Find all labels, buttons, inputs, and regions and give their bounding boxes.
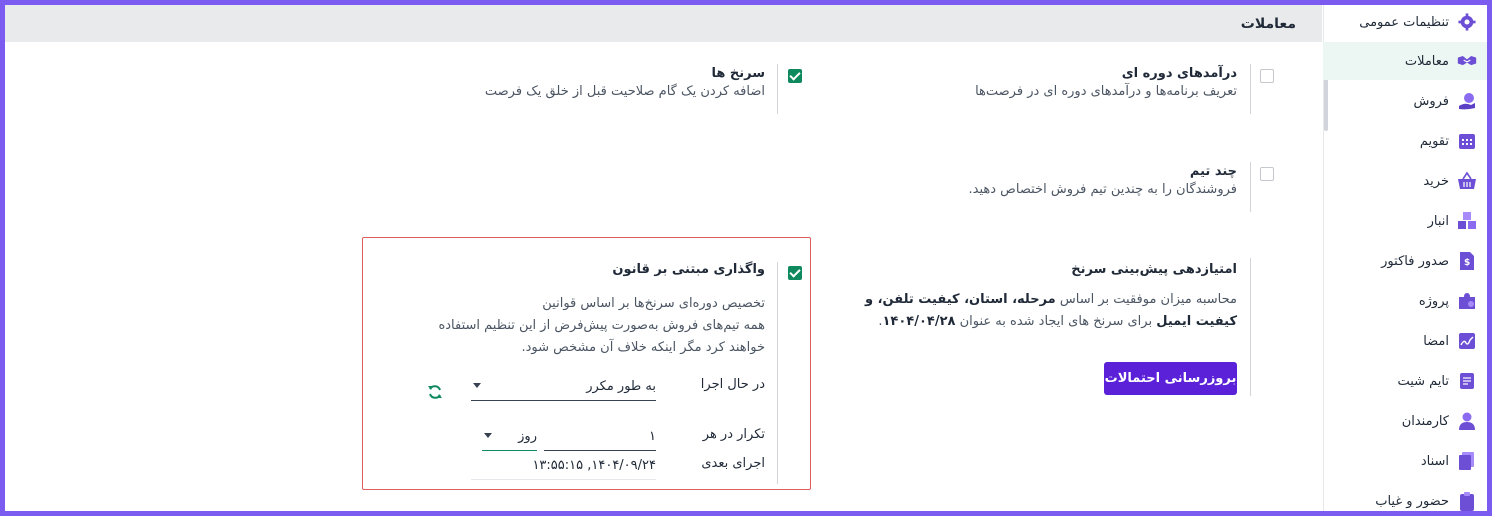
gear-icon <box>1457 12 1477 32</box>
divider <box>1250 64 1251 114</box>
documents-icon <box>1457 451 1477 471</box>
setting-description: تعریف برنامه‌ها و درآمدهای دوره ای در فرصت‌ها <box>975 84 1237 99</box>
setting-description: فروشندگان را به چندین تیم فروش اختصاص دهید. <box>968 182 1237 197</box>
sidebar-item-calendar[interactable] <box>1323 122 1487 160</box>
sidebar-item-label: کارمندان <box>1401 413 1449 429</box>
chevron-down-icon <box>473 383 481 388</box>
puzzle-icon <box>1457 291 1477 311</box>
running-mode-select[interactable]: به طور مکرر <box>471 377 656 401</box>
setting-leads <box>405 66 765 103</box>
setting-multi-team <box>877 164 1237 201</box>
rule-based-assignment-checkbox[interactable] <box>788 266 802 280</box>
multi-team-checkbox[interactable] <box>1260 167 1274 181</box>
repeat-unit-select[interactable]: روز <box>482 427 537 451</box>
sidebar-item-invoicing[interactable] <box>1323 242 1487 280</box>
invoice-icon <box>1457 251 1477 271</box>
timesheet-icon <box>1457 371 1477 391</box>
setting-rule-based-assignment <box>385 262 765 359</box>
sidebar-item-label: تقویم <box>1419 133 1449 149</box>
sidebar-item-label: صدور فاکتور <box>1381 253 1449 269</box>
handshake-icon <box>1457 51 1477 71</box>
sidebar-item-documents[interactable] <box>1323 442 1487 480</box>
setting-title: چند تیم <box>1189 164 1237 179</box>
divider <box>777 262 778 484</box>
sidebar-item-inventory[interactable] <box>1323 202 1487 240</box>
sidebar-item-purchase[interactable] <box>1323 162 1487 200</box>
sidebar-item-project[interactable] <box>1323 282 1487 320</box>
sidebar-item-deals[interactable] <box>1323 42 1487 80</box>
leads-checkbox[interactable] <box>788 69 802 83</box>
sidebar-item-timesheet[interactable] <box>1323 362 1487 400</box>
svg-text:$: $ <box>1464 258 1471 268</box>
repeat-label: تکرار در هر <box>702 427 765 442</box>
divider <box>777 64 778 114</box>
sidebar-item-label: تنظیمات عمومی <box>1359 14 1449 30</box>
sidebar-item-label: تایم شیت <box>1397 373 1449 389</box>
page-title: معاملات <box>1240 15 1296 32</box>
update-probabilities-button[interactable]: بروزرسانی احتمالات <box>1104 362 1237 395</box>
sales-icon <box>1457 91 1477 111</box>
sidebar-item-label: اسناد <box>1420 453 1449 469</box>
setting-title: درآمدهای دوره ای <box>1121 66 1237 81</box>
sidebar-item-employees[interactable] <box>1323 402 1487 440</box>
divider <box>1250 258 1251 396</box>
setting-title: سرنخ ها <box>711 66 765 81</box>
sidebar-item-attendance[interactable] <box>1323 482 1487 516</box>
sidebar-item-label: معاملات <box>1404 53 1449 69</box>
sidebar-item-label: انبار <box>1427 213 1449 229</box>
sidebar-item-label: فروش <box>1413 93 1449 109</box>
setting-description: اضافه کردن یک گام صلاحیت قبل از خلق یک فرصت <box>484 84 765 99</box>
next-run-label: اجرای بعدی <box>701 456 765 471</box>
sidebar-item-label: امضا <box>1423 333 1449 349</box>
setting-recurring-revenue <box>877 66 1237 103</box>
running-label: در حال اجرا <box>700 377 765 392</box>
page-title-bar <box>5 5 1322 42</box>
signature-icon <box>1457 331 1477 351</box>
divider <box>1250 162 1251 212</box>
setting-title: امتیازدهی پیش‌بینی سرنخ <box>1071 262 1237 277</box>
setting-description: محاسبه میزان موفقیت بر اساس مرحله، استان، کیفیت تلفن، و کیفیت ایمیل برای سرنخ های ایجاد شده به عنوان ۱۴۰۴/۰۴/۲۸. <box>864 292 1237 329</box>
clipboard-icon <box>1457 491 1477 511</box>
settings-sidebar <box>1323 5 1487 511</box>
recurring-revenue-checkbox[interactable] <box>1260 69 1274 83</box>
sidebar-item-sales[interactable] <box>1323 82 1487 120</box>
setting-predictive-lead-scoring <box>842 262 1237 333</box>
next-run-value: ۱۴۰۴/۰۹/۲۴, ۱۳:۵۵:۱۵ <box>471 456 656 480</box>
repeat-interval-input[interactable]: ۱ <box>544 427 656 451</box>
chevron-down-icon <box>484 433 492 438</box>
setting-title: واگذاری مبتنی بر قانون <box>612 262 765 277</box>
sidebar-item-label: خرید <box>1423 173 1449 189</box>
boxes-icon <box>1457 211 1477 231</box>
basket-icon <box>1457 171 1477 191</box>
sidebar-item-label: حضور و غیاب <box>1375 493 1449 509</box>
sidebar-item-sign[interactable] <box>1323 322 1487 360</box>
sidebar-item-label: پروژه <box>1418 293 1449 309</box>
calendar-icon <box>1457 131 1477 151</box>
refresh-icon[interactable] <box>427 384 443 400</box>
sidebar-item-general-settings[interactable] <box>1323 3 1487 41</box>
setting-description: تخصیص دوره‌ای سرنخ‌ها بر اساس قوانین همه تیم‌های فروش به‌صورت پیش‌فرض از این تنظیم استفاده خواهند کرد مگر اینکه خلاف آن مشخص شود. <box>438 296 765 355</box>
employee-icon <box>1457 411 1477 431</box>
